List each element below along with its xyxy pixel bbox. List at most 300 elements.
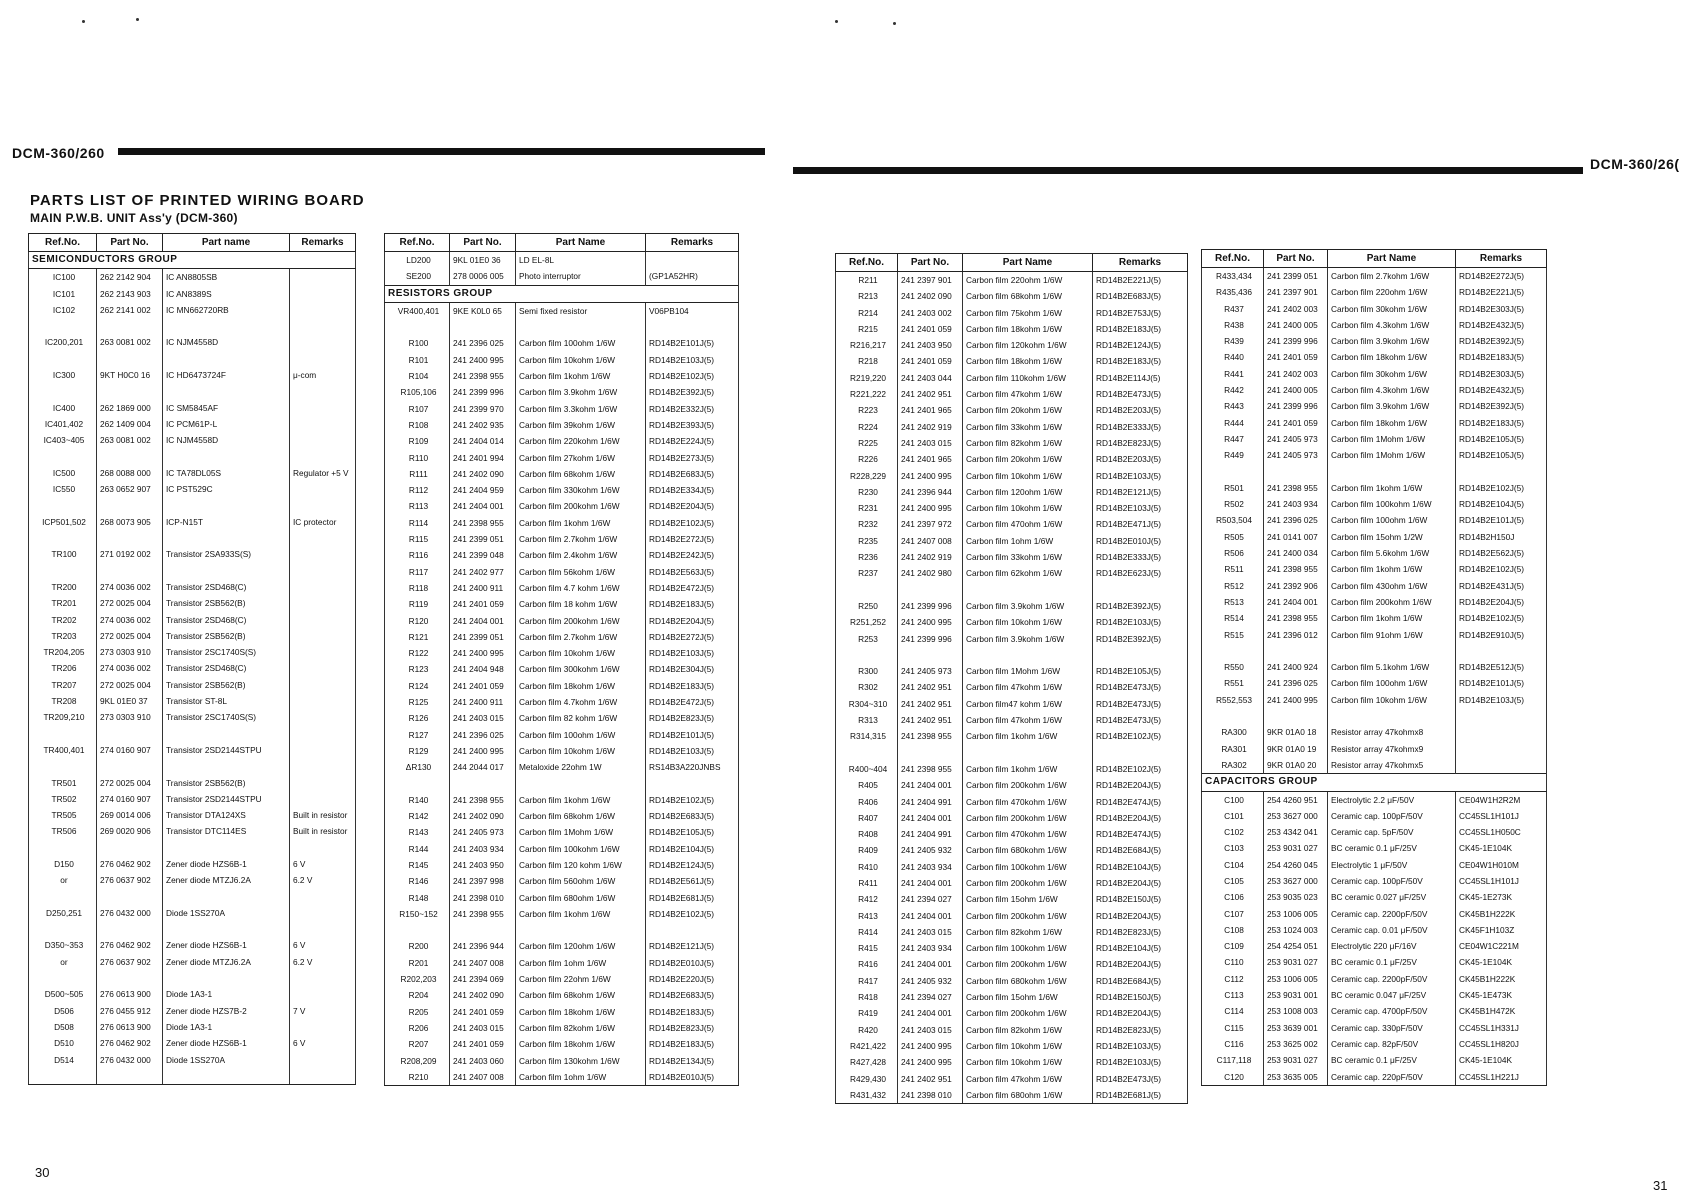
part-name-cell [1328,708,1456,724]
part-no-cell: 241 2403 934 [898,940,963,956]
remarks-cell [290,628,356,644]
remarks-cell: RD14B2H150J [1456,529,1547,545]
table-row [1202,643,1547,659]
remarks-cell: RD14B2E563J(5) [646,564,739,580]
table-row [1202,741,1547,757]
table-row [1202,971,1547,987]
remarks-cell: RD14B2E101J(5) [1456,512,1547,528]
ref-no-cell: TR208 [29,693,97,709]
part-name-cell: Carbon film 1Mohm 1/6W [1328,447,1456,463]
table-row [29,432,356,448]
table-row [1202,496,1547,512]
part-name-cell: Carbon film 100kohm 1/6W [963,859,1093,875]
part-no-cell: 241 2402 003 [1264,366,1328,382]
remarks-cell: RD14B2E332J(5) [646,401,739,417]
part-name-cell [516,922,646,938]
part-no-cell [97,921,163,937]
remarks-cell: RD14B2E010J(5) [646,955,739,971]
part-name-cell: Carbon film 4.3kohm 1/6W [1328,317,1456,333]
remarks-cell [290,612,356,628]
part-no-cell: 241 2401 059 [450,1036,516,1052]
group-header-row [29,252,356,269]
remarks-cell: RD14B2E102J(5) [646,792,739,808]
remarks-cell: RD14B2E183J(5) [646,596,739,612]
remarks-cell [1456,464,1547,480]
remarks-cell: Regulator +5 V [290,465,356,481]
model-header-left: DCM-360/260 [12,145,105,161]
ref-no-cell: R118 [385,580,450,596]
part-no-cell [450,922,516,938]
ref-no-cell: R207 [385,1036,450,1052]
part-name-cell [163,497,290,513]
remarks-cell: RD14B2E183J(5) [1093,321,1188,337]
part-name-cell: Carbon film 220ohm 1/6W [963,272,1093,289]
table-row [1202,1003,1547,1019]
ref-no-cell: R205 [385,1004,450,1020]
part-no-cell: 241 2404 014 [450,433,516,449]
part-name-cell: Carbon film 1kohm 1/6W [516,792,646,808]
table-row [836,305,1188,321]
part-name-cell: Carbon film 10kohm 1/6W [516,352,646,368]
part-name-cell: Resistor array 47kohmx5 [1328,757,1456,774]
ref-no-cell: R431,432 [836,1087,898,1104]
part-name-cell: Carbon film 100ohm 1/6W [516,727,646,743]
table-row [1202,692,1547,708]
remarks-cell [290,595,356,611]
part-no-cell [97,840,163,856]
part-name-cell: Carbon film 91ohm 1/6W [1328,627,1456,643]
remarks-cell [290,1068,356,1085]
part-name-cell: BC ceramic 0.1 μF/25V [1328,1052,1456,1068]
part-no-cell: 276 0613 900 [97,986,163,1002]
part-name-cell [163,1068,290,1085]
col-header-partname: Part Name [1328,250,1456,268]
ref-no-cell: R433,434 [1202,268,1264,285]
table-row [29,449,356,465]
remarks-cell: RD14B2E102J(5) [1456,610,1547,626]
part-name-cell: Carbon film 100ohm 1/6W [1328,675,1456,691]
table-row [29,514,356,530]
ref-no-cell: IC400 [29,400,97,416]
part-no-cell: 241 2403 044 [898,370,963,386]
remarks-cell: RD14B2E150J(5) [1093,891,1188,907]
table-row [385,645,739,661]
table-row [1202,512,1547,528]
ref-no-cell: R224 [836,419,898,435]
part-no-cell: 241 2401 994 [450,450,516,466]
table-row [385,955,739,971]
remarks-cell [1456,724,1547,740]
part-name-cell [163,449,290,465]
ref-no-cell: TR502 [29,791,97,807]
ref-no-cell: R400~404 [836,761,898,777]
part-name-cell: Carbon film 30kohm 1/6W [1328,366,1456,382]
table-row [29,1019,356,1035]
table-row [836,1087,1188,1104]
part-name-cell: Carbon film 1kohm 1/6W [1328,561,1456,577]
ref-no-cell: R143 [385,824,450,840]
remarks-cell: RD14B2E114J(5) [1093,370,1188,386]
remarks-cell: (GP1A52HR) [646,268,739,285]
table-row [836,891,1188,907]
part-name-cell: Zener diode HZS6B-1 [163,856,290,872]
ref-no-cell: TR202 [29,612,97,628]
part-name-cell: Zener diode MTZJ6.2A [163,954,290,970]
col-header-ref: Ref.No. [385,234,450,252]
part-no-cell: 241 2407 008 [450,955,516,971]
part-no-cell: 241 2404 991 [898,826,963,842]
ref-no-cell [385,922,450,938]
remarks-cell: RD14B2E101J(5) [646,727,739,743]
col-header-ref: Ref.No. [836,254,898,272]
table-row [29,595,356,611]
remarks-cell: RD14B2E105J(5) [646,824,739,840]
table-row [29,726,356,742]
table-row [836,1071,1188,1087]
part-name-cell: Transistor ST-8L [163,693,290,709]
part-no-cell: 241 2402 090 [450,808,516,824]
remarks-cell: RD14B2E124J(5) [1093,337,1188,353]
table-row [836,745,1188,761]
remarks-cell: RD14B2E010J(5) [646,1069,739,1086]
ref-no-cell: R231 [836,500,898,516]
part-name-cell: Carbon film 3.9kohm 1/6W [963,631,1093,647]
ref-no-cell: TR201 [29,595,97,611]
remarks-cell: RD14B2E561J(5) [646,873,739,889]
remarks-cell [290,302,356,318]
part-name-cell: Carbon film 68kohm 1/6W [963,288,1093,304]
table-row [29,1068,356,1085]
table-row [1202,529,1547,545]
part-no-cell: 241 2398 955 [450,792,516,808]
ref-no-cell: R237 [836,565,898,581]
ref-no-cell: D500~505 [29,986,97,1002]
remarks-cell [1456,757,1547,774]
part-name-cell: Metaloxide 22ohm 1W [516,759,646,775]
remarks-cell [290,726,356,742]
parts-table-semiconductors [28,233,356,1085]
remarks-cell: RD14B2E103J(5) [1456,692,1547,708]
table-row [836,712,1188,728]
remarks-cell [290,742,356,758]
ref-no-cell: C104 [1202,857,1264,873]
ref-no-cell: R409 [836,842,898,858]
part-name-cell: Carbon film 18kohm 1/6W [1328,415,1456,431]
table-row [1202,840,1547,856]
part-name-cell: Carbon film 56kohm 1/6W [516,564,646,580]
ref-no-cell [29,497,97,513]
part-no-cell: 241 2402 919 [898,549,963,565]
ref-no-cell: R304~310 [836,696,898,712]
ref-no-cell: IC403~405 [29,432,97,448]
ref-no-cell: VR400,401 [385,302,450,319]
part-no-cell: 241 2397 901 [1264,284,1328,300]
table-row [836,288,1188,304]
part-name-cell: Carbon film 18kohm 1/6W [516,1004,646,1020]
remarks-cell: RD14B2E102J(5) [646,368,739,384]
ref-no-cell: R218 [836,353,898,369]
part-no-cell [898,582,963,598]
table-row [385,482,739,498]
ref-no-cell: TR206 [29,660,97,676]
ref-no-cell: R202,203 [385,971,450,987]
part-no-cell: 276 0455 912 [97,1003,163,1019]
part-no-cell: 241 2403 060 [450,1053,516,1069]
table-row [29,954,356,970]
ref-no-cell: R408 [836,826,898,842]
remarks-cell: RD14B2E333J(5) [1093,549,1188,565]
part-name-cell: Transistor 2SA933S(S) [163,546,290,562]
remarks-cell: RD14B2E104J(5) [646,841,739,857]
ref-no-cell: TR400,401 [29,742,97,758]
part-no-cell: 272 0025 004 [97,677,163,693]
ref-no-cell: D506 [29,1003,97,1019]
part-no-cell [97,889,163,905]
part-no-cell: 241 2400 034 [1264,545,1328,561]
table-row [1202,987,1547,1003]
table-row [1202,808,1547,824]
part-name-cell: Transistor 2SB562(B) [163,595,290,611]
part-name-cell: Carbon film47 kohm 1/6W [963,696,1093,712]
ref-no-cell [29,351,97,367]
table-row [29,269,356,286]
part-name-cell: Carbon film 1ohm 1/6W [516,1069,646,1086]
part-name-cell: IC SM5845AF [163,400,290,416]
table-row [385,335,739,351]
part-name-cell: Transistor 2SD468(C) [163,660,290,676]
ref-no-cell: C109 [1202,938,1264,954]
part-name-cell: Ceramic cap. 4700pF/50V [1328,1003,1456,1019]
ref-no-cell: R406 [836,794,898,810]
part-no-cell: 253 3627 000 [1264,808,1328,824]
part-no-cell: 253 3627 000 [1264,873,1328,889]
part-no-cell: 241 2402 003 [1264,301,1328,317]
table-row [385,857,739,873]
remarks-cell: RD14B2E823J(5) [1093,1022,1188,1038]
remarks-cell: RD14B2E392J(5) [646,384,739,400]
part-no-cell: 253 1006 005 [1264,906,1328,922]
remarks-cell: RD14B2E273J(5) [646,450,739,466]
part-no-cell [97,726,163,742]
ref-no-cell: R119 [385,596,450,612]
part-no-cell: 241 2402 951 [898,386,963,402]
ref-no-cell: IC550 [29,481,97,497]
part-name-cell: Carbon film 39kohm 1/6W [516,417,646,433]
remarks-cell: RD14B2E102J(5) [1456,480,1547,496]
table-row [1202,382,1547,398]
remarks-cell [290,334,356,350]
ref-no-cell: or [29,954,97,970]
table-row [385,450,739,466]
part-no-cell: 241 2404 001 [450,498,516,514]
ref-no-cell: R140 [385,792,450,808]
remarks-cell: CC45SL1H101J [1456,808,1547,824]
part-no-cell: 241 2403 015 [898,435,963,451]
part-no-cell: 253 4342 041 [1264,824,1328,840]
remarks-cell [290,351,356,367]
table-row [29,318,356,334]
part-no-cell: 262 2143 903 [97,286,163,302]
ref-no-cell: R405 [836,777,898,793]
part-no-cell: 241 2403 934 [450,841,516,857]
remarks-cell: RD14B2E512J(5) [1456,659,1547,675]
part-name-cell: Carbon film 100kohm 1/6W [963,940,1093,956]
ref-no-cell: R230 [836,484,898,500]
ref-no-cell: R437 [1202,301,1264,317]
part-name-cell: Carbon film 18kohm 1/6W [1328,349,1456,365]
ref-no-cell: R114 [385,515,450,531]
ref-no-cell: R253 [836,631,898,647]
part-no-cell: 273 0303 910 [97,709,163,725]
ref-no-cell [385,319,450,335]
part-no-cell: 241 2401 059 [450,596,516,612]
part-no-cell: 241 2400 995 [450,743,516,759]
part-no-cell: 241 2402 951 [898,679,963,695]
table-row [385,661,739,677]
remarks-cell: RD14B2E474J(5) [1093,794,1188,810]
remarks-cell: RD14B2E102J(5) [1456,561,1547,577]
part-no-cell: 241 2396 025 [450,335,516,351]
table-row [1202,398,1547,414]
table-row [1202,284,1547,300]
part-name-cell: Carbon film 560ohm 1/6W [516,873,646,889]
part-no-cell: 241 2402 919 [898,419,963,435]
remarks-cell [1456,643,1547,659]
part-name-cell: Carbon film 47kohm 1/6W [963,679,1093,695]
part-name-cell: IC NJM4558D [163,334,290,350]
part-name-cell: Carbon film 15ohm 1/2W [1328,529,1456,545]
remarks-cell [290,840,356,856]
ref-no-cell: TR207 [29,677,97,693]
remarks-cell: RD14B2E473J(5) [1093,1071,1188,1087]
ref-no-cell: R515 [1202,627,1264,643]
part-name-cell: Photo interruptor [516,268,646,285]
remarks-cell: RD14B2E473J(5) [1093,679,1188,695]
part-name-cell: IC AN8389S [163,286,290,302]
remarks-cell: RD14B2E272J(5) [646,629,739,645]
remarks-cell: RD14B2E204J(5) [1456,594,1547,610]
part-no-cell: 241 2407 008 [450,1069,516,1086]
remarks-cell: RD14B2E104J(5) [1093,859,1188,875]
remarks-cell: RD14B2E103J(5) [1093,468,1188,484]
table-row [29,921,356,937]
ref-no-cell: R125 [385,694,450,710]
table-row [1202,301,1547,317]
part-no-cell [898,745,963,761]
part-no-cell: 268 0073 905 [97,514,163,530]
part-name-cell: Carbon film 2.7kohm 1/6W [1328,268,1456,285]
table-row [385,417,739,433]
ref-no-cell: R150~152 [385,906,450,922]
remarks-cell: RS14B3A220JNBS [646,759,739,775]
part-no-cell: 241 2398 955 [450,515,516,531]
part-name-cell: Transistor 2SC1740S(S) [163,644,290,660]
ref-no-cell: C114 [1202,1003,1264,1019]
ref-no-cell: R105,106 [385,384,450,400]
remarks-cell: RD14B2E221J(5) [1093,272,1188,289]
part-no-cell: 241 2398 955 [450,368,516,384]
table-row [836,598,1188,614]
remarks-cell: RD14B2E204J(5) [646,613,739,629]
part-name-cell: Transistor 2SB562(B) [163,628,290,644]
part-name-cell: Carbon film 200kohm 1/6W [963,875,1093,891]
ref-no-cell: R208,209 [385,1053,450,1069]
part-no-cell: 241 2400 924 [1264,659,1328,675]
table-row [385,824,739,840]
part-no-cell: 269 0020 906 [97,823,163,839]
remarks-cell: RD14B2E473J(5) [1093,712,1188,728]
table-row [385,352,739,368]
table-row [29,660,356,676]
part-no-cell: 241 2398 955 [1264,480,1328,496]
ref-no-cell: or [29,872,97,888]
part-name-cell: Carbon film 10kohm 1/6W [516,645,646,661]
part-name-cell: Carbon film 10kohm 1/6W [963,500,1093,516]
ref-no-cell: IC300 [29,367,97,383]
part-no-cell: 276 0462 902 [97,856,163,872]
remarks-cell [290,758,356,774]
part-name-cell: Electrolytic 220 μF/16V [1328,938,1456,954]
part-name-cell: Carbon film 110kohm 1/6W [963,370,1093,386]
table-row [385,531,739,547]
remarks-cell: RD14B2E103J(5) [1093,1054,1188,1070]
remarks-cell: RD14B2E272J(5) [1456,268,1547,285]
part-no-cell: 241 2403 015 [898,924,963,940]
ref-no-cell: R108 [385,417,450,433]
remarks-cell [290,269,356,286]
remarks-cell: RD14B2E204J(5) [1093,875,1188,891]
part-name-cell: BC ceramic 0.1 μF/25V [1328,840,1456,856]
ref-no-cell [836,647,898,663]
ref-no-cell: R410 [836,859,898,875]
part-no-cell [450,776,516,792]
remarks-cell [290,775,356,791]
part-name-cell: Carbon film 10kohm 1/6W [1328,692,1456,708]
part-name-cell [516,319,646,335]
table-row [836,728,1188,744]
part-no-cell: 241 2400 995 [450,645,516,661]
part-name-cell [163,530,290,546]
remarks-cell: RD14B2E104J(5) [1093,940,1188,956]
part-no-cell: 241 2398 955 [898,761,963,777]
part-no-cell: 241 2396 025 [1264,512,1328,528]
remarks-cell [290,660,356,676]
table-row [29,286,356,302]
remarks-cell: CK45-1E104K [1456,840,1547,856]
ref-no-cell: C115 [1202,1020,1264,1036]
part-no-cell: 241 2398 010 [450,890,516,906]
table-row [1202,578,1547,594]
part-name-cell: Carbon film 470kohm 1/6W [963,826,1093,842]
remarks-cell [290,1052,356,1068]
table-row [385,1036,739,1052]
part-no-cell: 241 2399 996 [1264,333,1328,349]
ref-no-cell: R206 [385,1020,450,1036]
part-name-cell: Carbon film 1ohm 1/6W [516,955,646,971]
ref-no-cell: D250,251 [29,905,97,921]
part-no-cell: 253 9031 001 [1264,987,1328,1003]
remarks-cell: RD14B2E183J(5) [646,678,739,694]
ref-no-cell: C107 [1202,906,1264,922]
ref-no-cell: IC100 [29,269,97,286]
part-name-cell: Carbon film 82kohm 1/6W [963,924,1093,940]
table-row [385,727,739,743]
remarks-cell: RD14B2E681J(5) [1093,1087,1188,1104]
ref-no-cell: R144 [385,841,450,857]
part-no-cell: 272 0025 004 [97,595,163,611]
ref-no-cell: R514 [1202,610,1264,626]
remarks-cell: RD14B2E105J(5) [1093,663,1188,679]
